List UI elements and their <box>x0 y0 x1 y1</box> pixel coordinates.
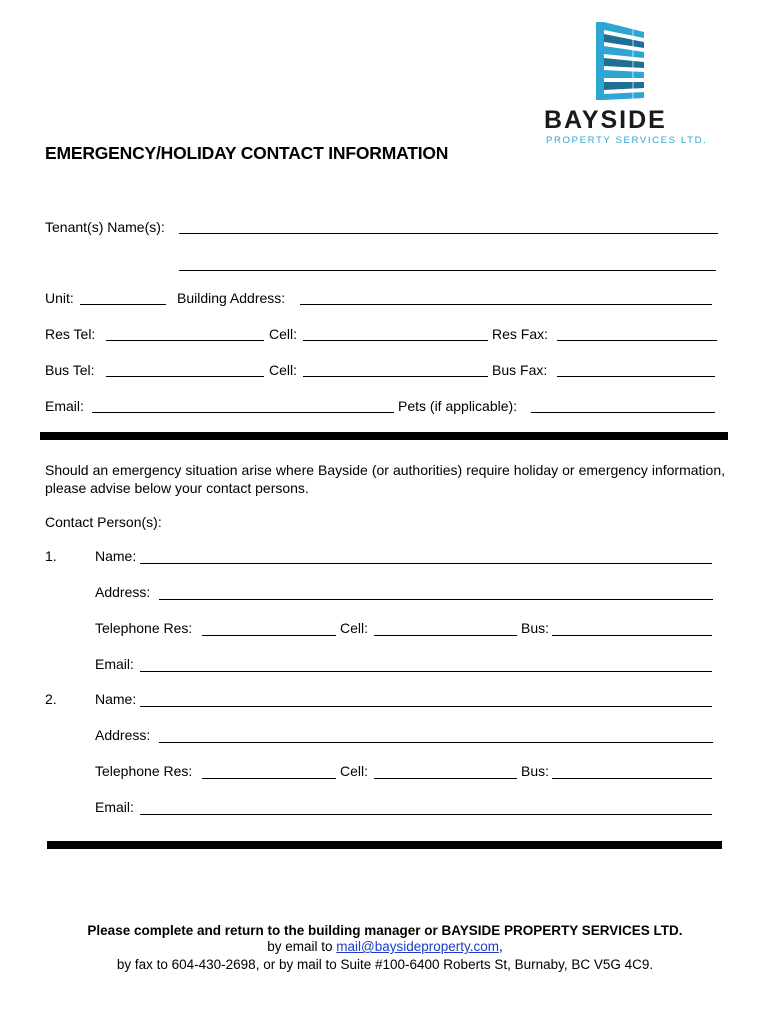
contact-2-address-label: Address: <box>95 727 151 743</box>
footer-instructions: Please complete and return to the building manager or BAYSIDE PROPERTY SERVICES LTD. <box>87 923 683 938</box>
instructions-text: Should an emergency situation arise where Bayside (or authorities) require holiday or emergency information, please advise below your contact persons. <box>45 462 725 496</box>
contact-1-cell-label: Cell: <box>340 620 369 636</box>
building-icon <box>592 18 648 104</box>
bus-tel-field[interactable] <box>106 376 264 377</box>
contact-2-cell-field[interactable] <box>374 778 517 779</box>
contact-1-telephone-res-field[interactable] <box>202 635 336 636</box>
contact-2-name-label: Name: <box>95 691 137 707</box>
email-label: Email: <box>45 398 84 414</box>
footer-address: by fax to 604-430-2698, or by mail to Suite #100-6400 Roberts St, Burnaby, BC V5G 4C9. <box>116 957 654 972</box>
logo-tagline: PROPERTY SERVICES LTD. <box>546 135 708 146</box>
contact-2-email-field[interactable] <box>140 814 712 815</box>
contact-persons-label: Contact Person(s): <box>45 514 162 530</box>
footer-email-line <box>0 938 770 956</box>
bus-cell-field[interactable] <box>303 376 488 377</box>
res-fax-label: Res Fax: <box>492 326 549 342</box>
section-divider-bottom <box>47 841 722 849</box>
res-tel-field[interactable] <box>106 340 264 341</box>
contact-1-email-label: Email: <box>95 656 134 672</box>
tenant-names-field[interactable] <box>179 233 718 234</box>
contact-1-name-field[interactable] <box>140 563 712 564</box>
logo-name: BAYSIDE <box>544 106 667 134</box>
footer-email-prefix: by email to <box>267 939 337 954</box>
footer-email-suffix: , <box>499 939 503 954</box>
footer-email-link[interactable]: mail@baysideproperty.com <box>336 939 500 954</box>
contact-2-number: 2. <box>45 691 57 707</box>
unit-field[interactable] <box>80 304 166 305</box>
unit-label: Unit: <box>45 290 74 306</box>
res-fax-field[interactable] <box>557 340 717 341</box>
contact-1-name-label: Name: <box>95 548 137 564</box>
contact-1-bus-field[interactable] <box>552 635 712 636</box>
pets-label: Pets (if applicable): <box>398 398 518 414</box>
res-cell-field[interactable] <box>303 340 488 341</box>
bus-cell-label: Cell: <box>269 362 298 378</box>
building-address-field[interactable] <box>300 304 712 305</box>
contact-2-name-field[interactable] <box>140 706 712 707</box>
contact-1-telephone-res-label: Telephone Res: <box>95 620 193 636</box>
contact-2-email-label: Email: <box>95 799 134 815</box>
res-cell-label: Cell: <box>269 326 298 342</box>
pets-field[interactable] <box>531 412 715 413</box>
bus-fax-field[interactable] <box>557 376 715 377</box>
building-address-label: Building Address: <box>177 290 286 306</box>
contact-1-email-field[interactable] <box>140 671 712 672</box>
contact-2-bus-label: Bus: <box>521 763 550 779</box>
res-tel-label: Res Tel: <box>45 326 96 342</box>
page-title: EMERGENCY/HOLIDAY CONTACT INFORMATION <box>45 143 449 163</box>
contact-2-telephone-res-field[interactable] <box>202 778 336 779</box>
contact-2-address-field[interactable] <box>159 742 713 743</box>
contact-2-telephone-res-label: Telephone Res: <box>95 763 193 779</box>
contact-1-address-label: Address: <box>95 584 151 600</box>
tenant-names-field-2[interactable] <box>179 270 716 271</box>
bayside-logo <box>540 18 745 153</box>
contact-1-address-field[interactable] <box>159 599 713 600</box>
contact-2-bus-field[interactable] <box>552 778 712 779</box>
contact-2-cell-label: Cell: <box>340 763 369 779</box>
section-divider <box>40 432 728 440</box>
contact-1-number: 1. <box>45 548 57 564</box>
email-field[interactable] <box>92 412 394 413</box>
bus-fax-label: Bus Fax: <box>492 362 548 378</box>
contact-1-cell-field[interactable] <box>374 635 517 636</box>
bus-tel-label: Bus Tel: <box>45 362 95 378</box>
contact-1-bus-label: Bus: <box>521 620 550 636</box>
tenant-names-label: Tenant(s) Name(s): <box>45 219 165 235</box>
